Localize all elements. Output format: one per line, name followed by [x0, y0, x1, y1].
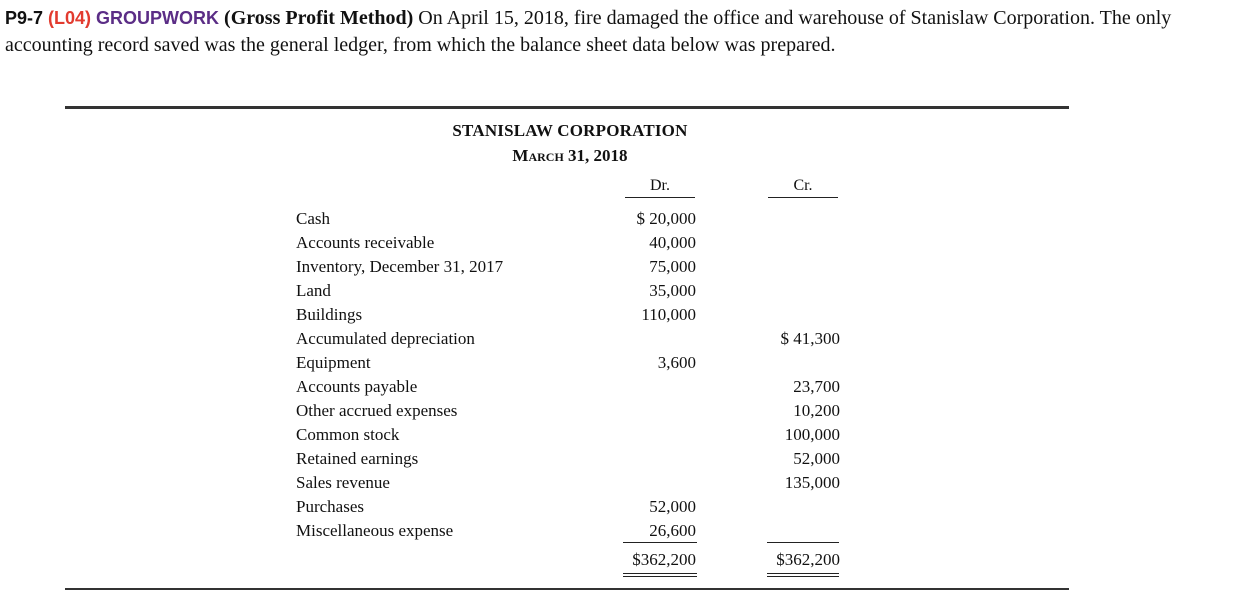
- debit-header: Dr.: [625, 177, 695, 198]
- ledger-row: [296, 471, 856, 495]
- ledger-row: [296, 255, 856, 279]
- bottom-rule: [65, 588, 1069, 590]
- credit-amount: 10,200: [793, 401, 840, 420]
- ledger-row: [296, 375, 856, 399]
- credit-subtotal-rule: [767, 542, 839, 543]
- account-name: Equipment: [296, 353, 371, 372]
- account-name: Miscellaneous expense: [296, 521, 454, 540]
- account-name: Buildings: [296, 305, 363, 324]
- credit-amount: $ 41,300: [780, 329, 840, 348]
- ledger-row: [296, 447, 856, 471]
- learning-objective: (L04): [48, 8, 92, 28]
- ledger-row: [296, 231, 856, 255]
- debit-amount: 52,000: [649, 497, 696, 516]
- ledger-row: [296, 207, 856, 231]
- credit-total-double-rule: [767, 573, 839, 577]
- account-name: Cash: [296, 209, 330, 228]
- problem-text: On April 15, 2018, fire damaged the office and warehouse of Stanislaw Corporation. The only accounting record saved was the general ledger, from which the balance sheet data below was prepared.: [5, 7, 1172, 56]
- debit-amount: 26,600: [649, 521, 696, 540]
- debit-total-double-rule: [623, 573, 697, 577]
- account-name: Accounts receivable: [296, 233, 435, 252]
- debit-amount: $ 20,000: [636, 209, 696, 228]
- account-name: Other accrued expenses: [296, 401, 458, 420]
- company-name: STANISLAW CORPORATION: [452, 121, 688, 140]
- ledger-row: [296, 399, 856, 423]
- debit-amount: 110,000: [641, 305, 696, 324]
- credit-amount: 100,000: [784, 425, 840, 444]
- credit-total: $362,200: [776, 550, 840, 569]
- problem-topic: (Gross Profit Method): [224, 7, 414, 29]
- statement-date: March 31, 2018: [512, 146, 628, 165]
- problem-id: P9-7: [5, 8, 44, 28]
- debit-subtotal-rule: [623, 542, 697, 543]
- ledger-row: [296, 519, 856, 543]
- credit-amount: 23,700: [793, 377, 840, 396]
- ledger-row: [296, 495, 856, 519]
- credit-amount: 135,000: [784, 473, 840, 492]
- top-rule: [65, 106, 1069, 109]
- ledger-table: [296, 207, 856, 543]
- debit-amount: 40,000: [649, 233, 696, 252]
- account-name: Purchases: [296, 497, 364, 516]
- ledger-row: [296, 279, 856, 303]
- debit-amount: 75,000: [649, 257, 696, 276]
- account-name: Retained earnings: [296, 449, 419, 468]
- account-name: Accounts payable: [296, 377, 418, 396]
- account-name: Accumulated depreciation: [296, 329, 475, 348]
- groupwork-label: GROUPWORK: [96, 8, 220, 28]
- credit-header: Cr.: [768, 177, 838, 198]
- ledger-row: [296, 423, 856, 447]
- ledger-row: [296, 351, 856, 375]
- account-name: Common stock: [296, 425, 400, 444]
- debit-total: $362,200: [632, 550, 696, 569]
- account-name: Inventory, December 31, 2017: [296, 257, 504, 276]
- problem-statement: [5, 5, 1245, 59]
- debit-amount: 35,000: [649, 281, 696, 300]
- debit-amount: 3,600: [657, 353, 696, 372]
- credit-amount: 52,000: [793, 449, 840, 468]
- ledger-row: [296, 327, 856, 351]
- ledger-row: [296, 303, 856, 327]
- account-name: Sales revenue: [296, 473, 390, 492]
- account-name: Land: [296, 281, 331, 300]
